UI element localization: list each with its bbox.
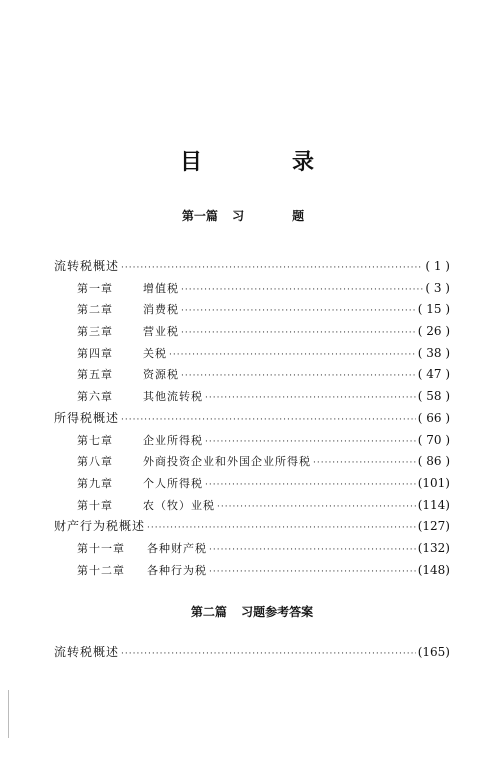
chapter-number: 第五章: [77, 368, 113, 382]
dot-leader: [209, 540, 416, 562]
toc-entry: [54, 278, 450, 300]
page-number: (127): [417, 519, 450, 534]
page-number: ( 26 ): [417, 324, 450, 339]
entry-title: 资源税: [143, 368, 179, 382]
entry-title: 流转税概述: [54, 645, 120, 659]
chapter-number: 第八章: [77, 455, 113, 469]
dot-leader: [121, 258, 423, 280]
chapter-number: 第一章: [77, 281, 113, 295]
page-number: ( 38 ): [417, 345, 450, 360]
chapter-number: 第七章: [77, 433, 113, 447]
toc-entry: [54, 473, 450, 495]
toc-entry: [54, 256, 450, 278]
entry-title: 增值税: [143, 281, 179, 295]
chapter-number: 第九章: [77, 476, 113, 490]
entry-title: 农（牧）业税: [143, 498, 215, 512]
page-number: (114): [417, 497, 450, 512]
chapter-number: 第三章: [77, 325, 113, 339]
toc-entry: [54, 642, 450, 664]
dot-leader: [181, 366, 416, 388]
page-number: (132): [417, 540, 450, 555]
entry-title: 消费税: [143, 303, 179, 317]
toc-list-part-1: [54, 256, 450, 581]
dot-leader: [181, 280, 423, 302]
entry-title: 营业税: [143, 325, 179, 339]
dot-leader: [205, 475, 416, 497]
chapter-number: 第二章: [77, 303, 113, 317]
page-number: ( 86 ): [417, 454, 450, 469]
chapter-number: 第十二章: [77, 563, 125, 577]
dot-leader: [209, 562, 416, 584]
page-number: (148): [417, 562, 450, 577]
page-number: ( 15 ): [417, 302, 450, 317]
part-name: 习题参考答案: [241, 605, 314, 619]
part-heading-1: [0, 207, 504, 224]
toc-entry: [54, 408, 450, 430]
page-number: ( 47 ): [417, 367, 450, 382]
toc-entry: [54, 299, 450, 321]
toc-entry: [54, 343, 450, 365]
chapter-number: 第六章: [77, 390, 113, 404]
dot-leader: [121, 410, 416, 432]
page-title: 目 录: [179, 149, 348, 175]
dot-leader: [205, 432, 416, 454]
scan-edge-mark: [8, 690, 9, 738]
page-number: ( 66 ): [417, 410, 450, 425]
entry-title: 财产行为税概述: [54, 519, 146, 534]
toc-entry: [54, 538, 450, 560]
entry-title: 关税: [143, 346, 167, 360]
dot-leader: [121, 644, 416, 666]
entry-title: 所得税概述: [54, 410, 120, 425]
dot-leader: [169, 345, 416, 367]
toc-entry: [54, 364, 450, 386]
chapter-number: 第十一章: [77, 541, 125, 555]
entry-title: 企业所得税: [143, 433, 203, 447]
toc-entry: [54, 430, 450, 452]
dot-leader: [313, 453, 416, 475]
part-number: 第一篇: [181, 209, 218, 223]
entry-title: 其他流转税: [143, 390, 203, 404]
page-number: ( 3 ): [425, 280, 450, 295]
entry-title: 个人所得税: [143, 476, 203, 490]
toc-entry: [54, 495, 450, 517]
dot-leader: [205, 388, 416, 410]
toc-entry: [54, 386, 450, 408]
toc-entry: [54, 451, 450, 473]
toc-entry: [54, 321, 450, 343]
dot-leader: [181, 301, 416, 323]
entry-title: 各种行为税: [147, 563, 207, 577]
entry-title: 外商投资企业和外国企业所得税: [143, 455, 311, 469]
page-number: ( 1 ): [425, 259, 450, 273]
dot-leader: [181, 323, 416, 345]
chapter-number: 第十章: [77, 498, 113, 512]
chapter-number: 第四章: [77, 346, 113, 360]
part-heading-2: [0, 603, 504, 620]
toc-entry: [54, 560, 450, 582]
entry-title: 各种财产税: [147, 541, 207, 555]
toc-list-part-2: [54, 642, 450, 664]
entry-title: 流转税概述: [54, 259, 120, 273]
page-number: ( 58 ): [417, 389, 450, 404]
page-number: (101): [417, 475, 450, 490]
part-name: 习 题: [232, 209, 323, 223]
page-number: ( 70 ): [417, 432, 450, 447]
page-number: (165): [417, 645, 450, 659]
dot-leader: [147, 518, 416, 540]
dot-leader: [217, 497, 416, 519]
part-number: 第二篇: [190, 605, 227, 619]
toc-entry: [54, 516, 450, 538]
